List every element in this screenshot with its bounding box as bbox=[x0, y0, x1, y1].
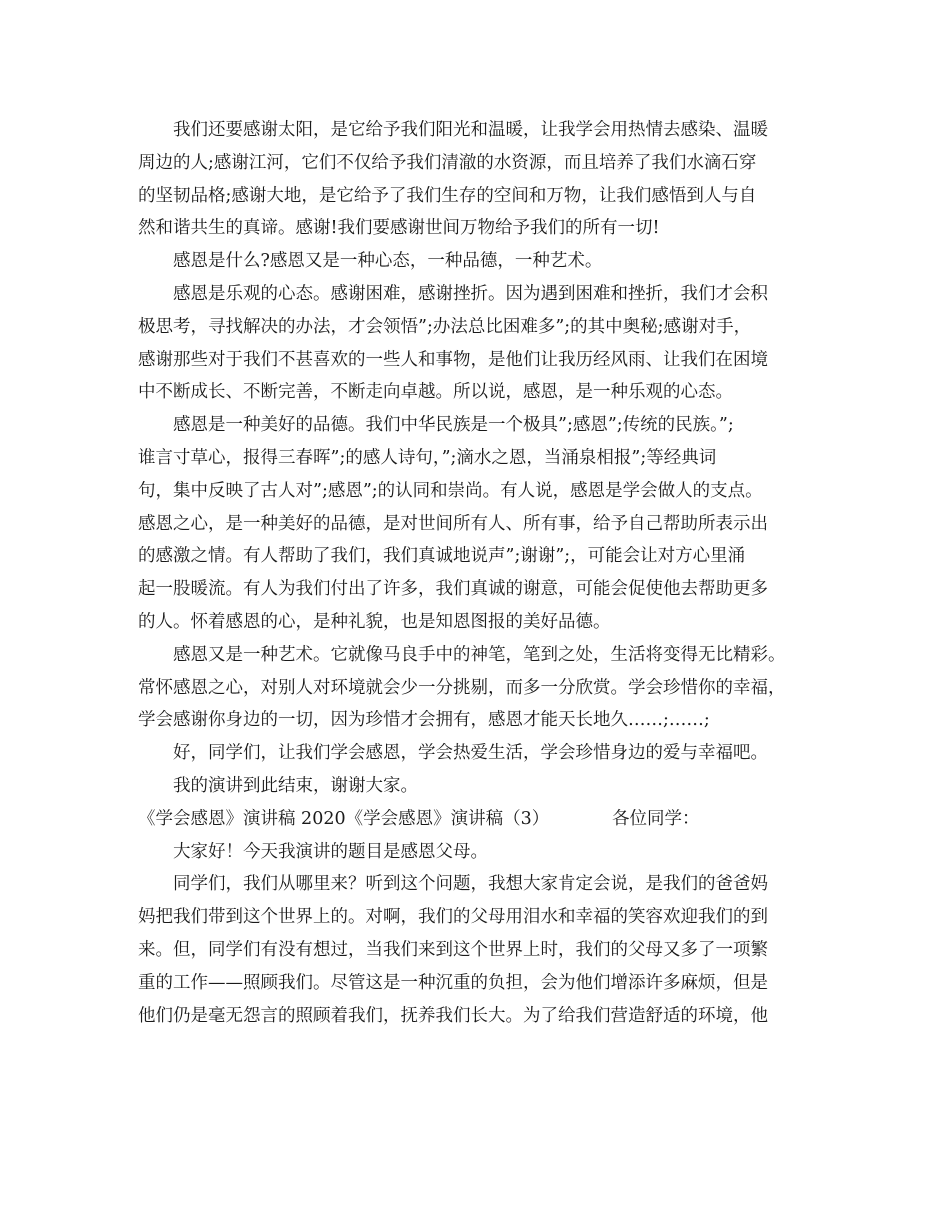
text-line: 的感激之情。有人帮助了我们，我们真诚地说声”;谢谢”;，可能会让对方心里涌 bbox=[138, 546, 746, 567]
speech-title: 《学会感恩》演讲稿 2020《学会感恩》演讲稿（3） bbox=[138, 808, 550, 829]
text-line: 极思考，寻找解决的办法，才会领悟”;办法总比困难多”;的其中奥秘;感谢对手， bbox=[138, 316, 752, 337]
text-line: 感恩是一种美好的品德。我们中华民族是一个极具”;感恩”;传统的民族。”; bbox=[173, 415, 734, 436]
text-line: 然和谐共生的真谛。感谢!我们要感谢世间万物给予我们的所有一切! bbox=[138, 218, 660, 239]
speech-greeting: 各位同学： bbox=[612, 808, 700, 829]
text-line: 谁言寸草心，报得三春晖”;的感人诗句，”;滴水之恩，当涌泉相报”;等经典词 bbox=[138, 447, 717, 468]
text-line: 他们仍是毫无怨言的照顾着我们，抚养我们长大。为了给我们营造舒适的环境，他 bbox=[138, 1005, 768, 1026]
text-line: 感恩是乐观的心态。感谢困难，感谢挫折。因为遇到困难和挫折，我们才会积 bbox=[173, 283, 768, 304]
text-line: 感谢那些对于我们不甚喜欢的一些人和事物，是他们让我历经风雨、让我们在困境 bbox=[138, 349, 768, 370]
text-line: 句，集中反映了古人对”;感恩”;的认同和崇尚。有人说，感恩是学会做人的支点。 bbox=[138, 480, 763, 501]
text-line: 大家好！今天我演讲的题目是感恩父母。 bbox=[173, 841, 488, 862]
text-line: 感恩又是一种艺术。它就像马良手中的神笔，笔到之处，生活将变得无比精彩。 bbox=[173, 644, 786, 665]
text-line: 妈把我们带到这个世界上的。对啊，我们的父母用泪水和幸福的笑容欢迎我们的到 bbox=[138, 907, 768, 928]
document-body bbox=[138, 114, 828, 1032]
text-line: 的坚韧品格;感谢大地，是它给予了我们生存的空间和万物，让我们感悟到人与自 bbox=[138, 185, 757, 206]
text-line: 中不断成长、不断完善，不断走向卓越。所以说，感恩，是一种乐观的心态。 bbox=[138, 382, 733, 403]
text-line: 同学们，我们从哪里来？听到这个问题，我想大家肯定会说，是我们的爸爸妈 bbox=[173, 874, 768, 895]
text-line: 起一股暖流。有人为我们付出了许多，我们真诚的谢意，可能会促使他去帮助更多 bbox=[138, 579, 768, 600]
text-line: 周边的人;感谢江河，它们不仅给予我们清澈的水资源，而且培养了我们水滴石穿 bbox=[138, 152, 757, 173]
text-line: 常怀感恩之心，对别人对环境就会少一分挑剔，而多一分欣赏。学会珍惜你的幸福， bbox=[138, 677, 786, 698]
text-line: 好，同学们，让我们学会感恩，学会热爱生活，学会珍惜身边的爱与幸福吧。 bbox=[173, 743, 768, 764]
text-line: 的人。怀着感恩的心，是种礼貌，也是知恩图报的美好品德。 bbox=[138, 611, 611, 632]
speech-text-part-2 bbox=[138, 836, 828, 1033]
text-line: 重的工作——照顾我们。尽管这是一种沉重的负担，会为他们增添许多麻烦，但是 bbox=[138, 972, 768, 993]
text-line: 我的演讲到此结束，谢谢大家。 bbox=[173, 775, 418, 796]
text-line: 感恩之心，是一种美好的品德，是对世间所有人、所有事，给予自己帮助所表示出 bbox=[138, 513, 768, 534]
speech-text-part-1 bbox=[138, 114, 828, 803]
text-line: 来。但，同学们有没有想过，当我们来到这个世界上时，我们的父母又多了一项繁 bbox=[138, 939, 768, 960]
text-line: 我们还要感谢太阳，是它给予我们阳光和温暖，让我学会用热情去感染、温暖 bbox=[173, 120, 768, 140]
text-line: 学会感谢你身边的一切，因为珍惜才会拥有，感恩才能天长地久……;……; bbox=[138, 710, 710, 731]
speech-heading-line bbox=[138, 803, 828, 836]
text-line: 感恩是什么?感恩又是一种心态，一种品德，一种艺术。 bbox=[173, 251, 603, 272]
